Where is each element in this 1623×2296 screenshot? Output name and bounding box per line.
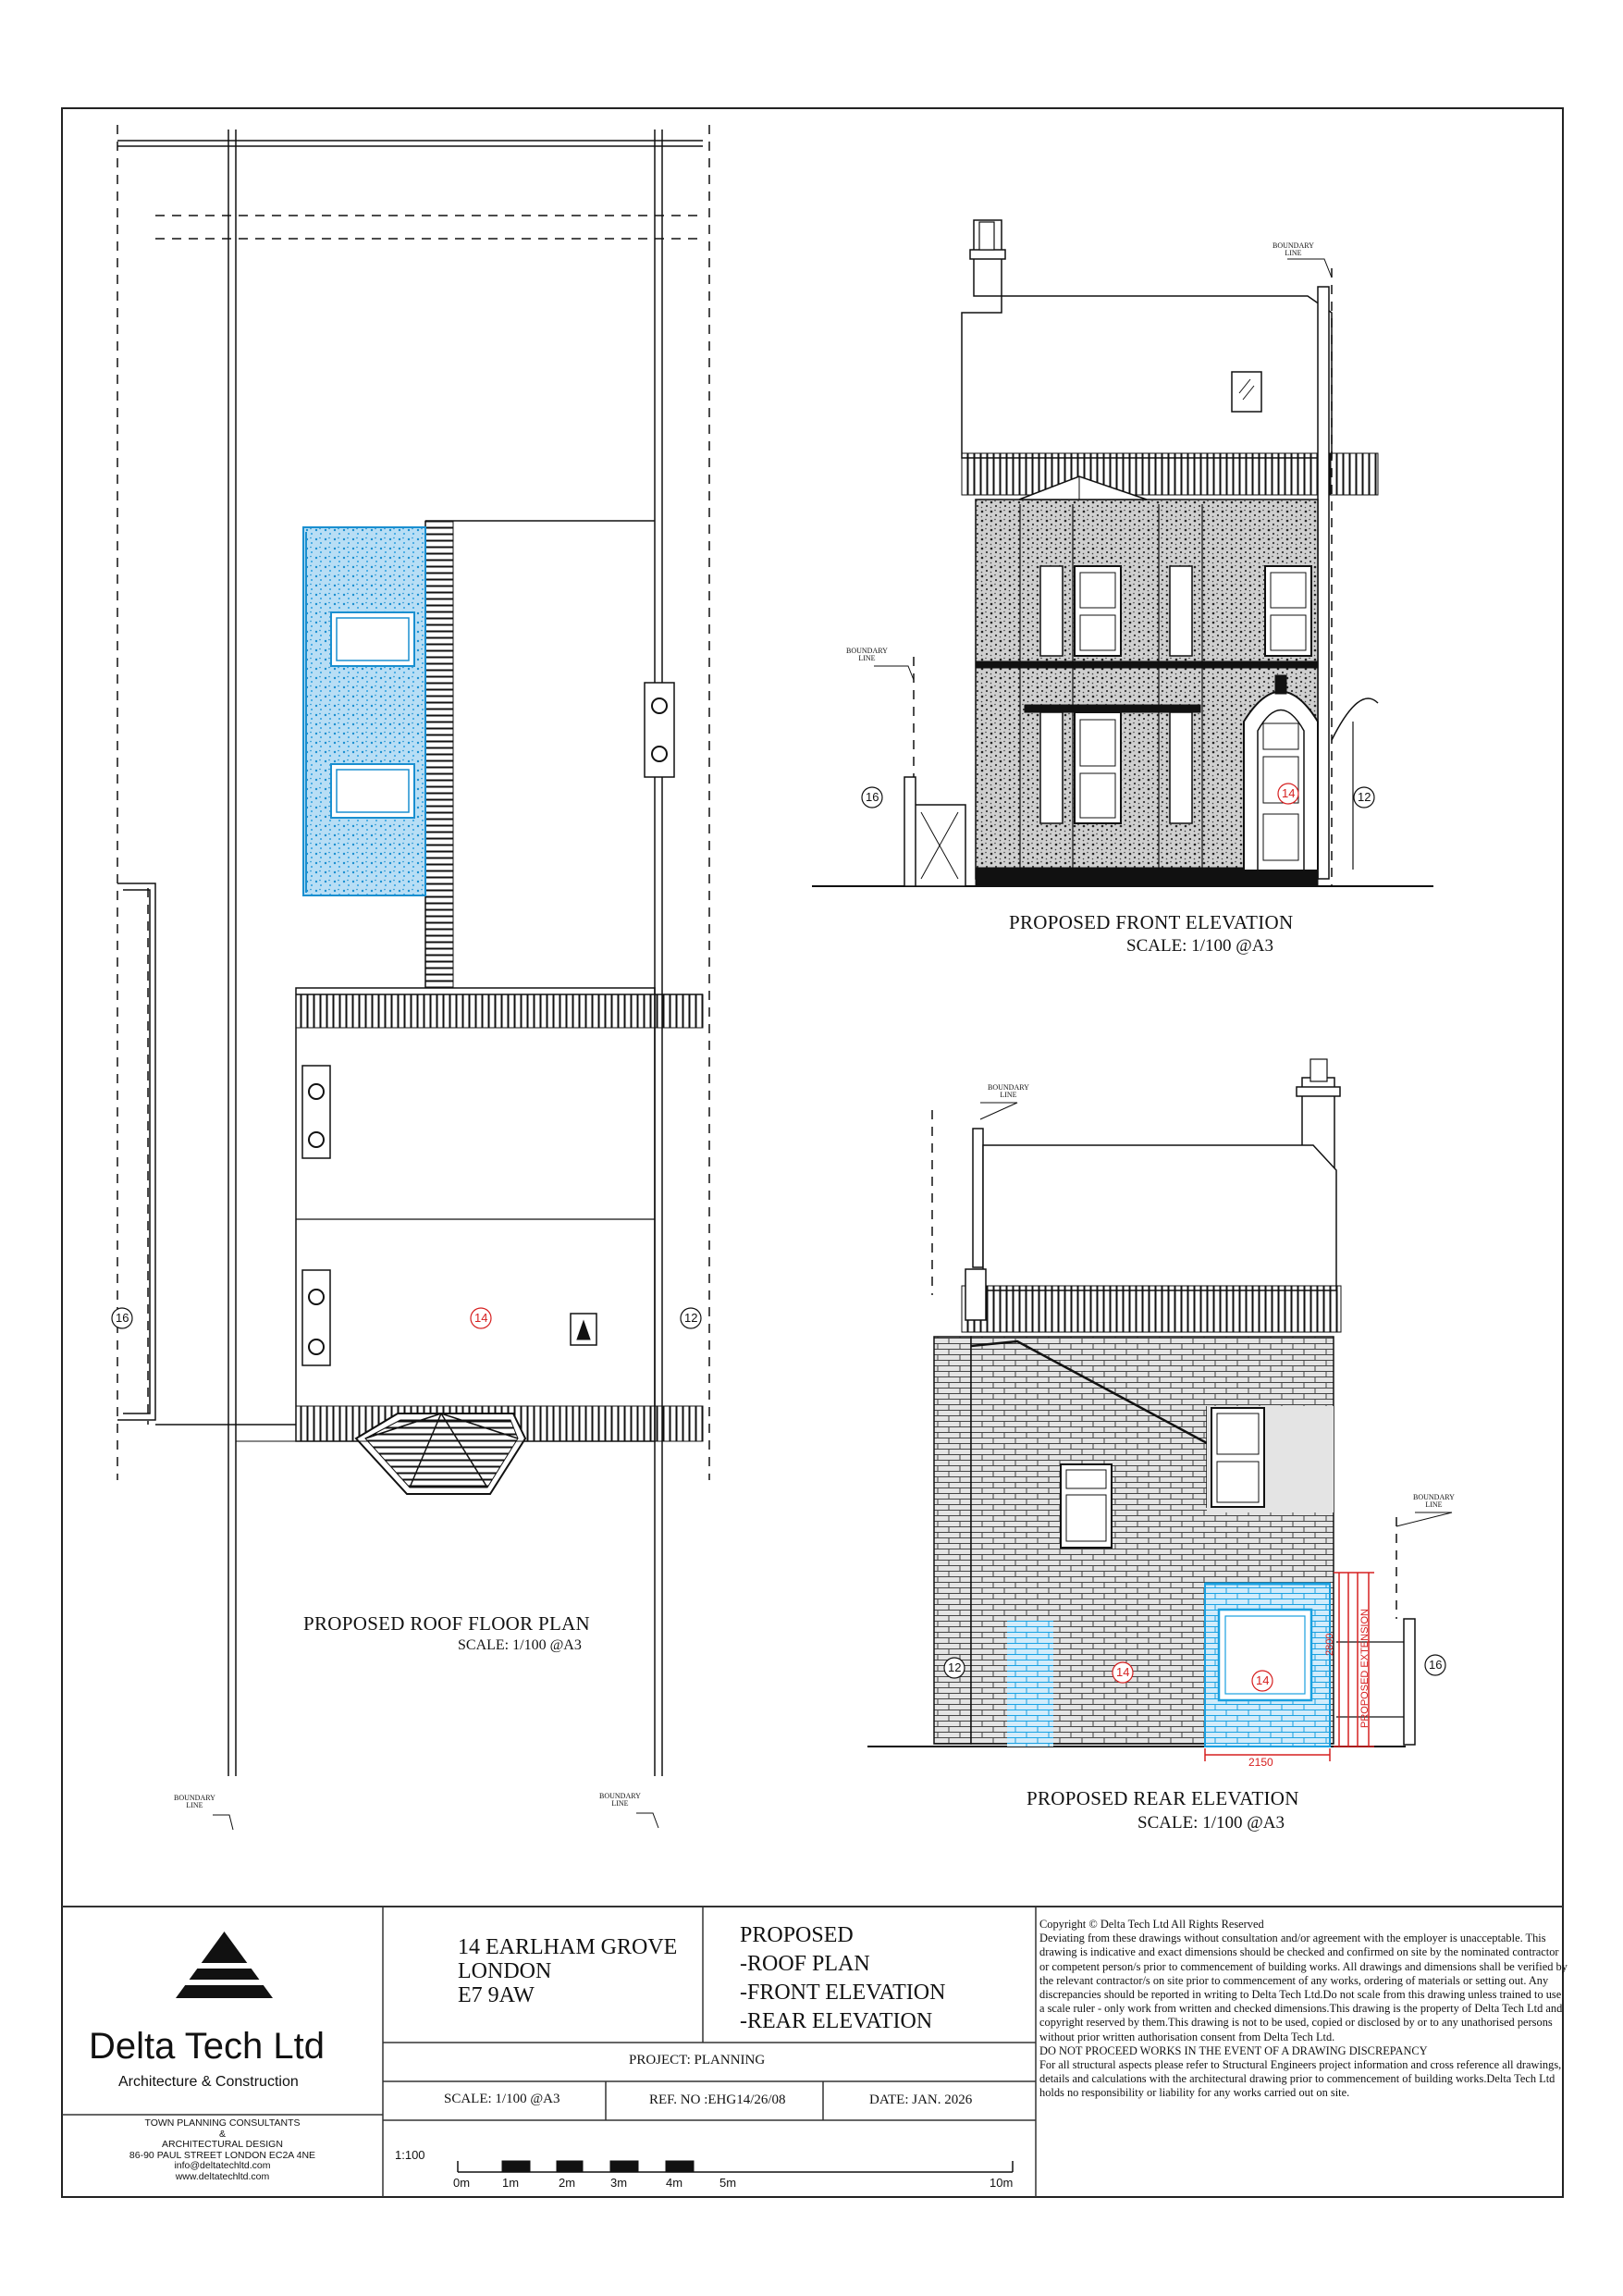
label-14-front: 14	[1282, 786, 1296, 800]
scalebar-tick-5: 5m	[719, 2176, 737, 2190]
site-address: 14 EARLHAM GROVE LONDON E7 9AW	[458, 1935, 678, 2007]
label-14-rear: 14	[1116, 1665, 1130, 1679]
label-16-rear: 16	[1429, 1658, 1443, 1672]
reference-number: REF. NO :EHG14/26/08	[649, 2092, 786, 2107]
firm-details: TOWN PLANNING CONSULTANTS & ARCHITECTURAL DESIGN 86-90 PAUL STREET LONDON EC2A 4NE info@deltatechltd.com www.deltatechltd.com	[129, 2117, 316, 2182]
label-12-front: 12	[1358, 790, 1371, 804]
delta-logo-icon	[166, 1932, 282, 1998]
sheet-scale: SCALE: 1/100 @A3	[444, 2092, 560, 2106]
front-elevation	[812, 220, 1433, 886]
front-elevation-scale: SCALE: 1/100 @A3	[1126, 936, 1273, 956]
drawing-date: DATE: JAN. 2026	[869, 2092, 973, 2107]
front-elevation-title: PROPOSED FRONT ELEVATION	[1009, 911, 1294, 933]
label-12-roofplan: 12	[684, 1311, 698, 1325]
roof-floor-plan	[117, 125, 709, 1776]
label-14-roofplan: 14	[474, 1311, 488, 1325]
boundary-label-roofplan-left: BOUNDARY LINE	[174, 1794, 215, 1809]
boundary-label-rear-right: BOUNDARY LINE	[1413, 1493, 1455, 1509]
boundary-marker-roofplan-left	[213, 1815, 233, 1830]
rear-elevation-title: PROPOSED REAR ELEVATION	[1027, 1787, 1299, 1809]
label-12-rear: 12	[948, 1660, 962, 1674]
boundary-marker-front-right	[1287, 259, 1332, 278]
company-name: Delta Tech Ltd	[89, 2026, 325, 2067]
boundary-marker-front-left	[874, 666, 914, 680]
boundary-label-front-right: BOUNDARY LINE	[1273, 241, 1314, 257]
scalebar-tick-0: 0m	[453, 2176, 471, 2190]
boundary-label-roofplan-right: BOUNDARY LINE	[599, 1792, 641, 1808]
rear-elevation-scale: SCALE: 1/100 @A3	[1137, 1813, 1285, 1833]
dim-height: 2800	[1324, 1633, 1335, 1656]
boundary-label-rear-top: BOUNDARY LINE	[988, 1083, 1029, 1099]
scalebar-tick-4: 4m	[666, 2176, 683, 2190]
label-14-rear-ext: 14	[1256, 1673, 1270, 1687]
scalebar-ratio: 1:100	[395, 2148, 425, 2162]
label-16-front: 16	[866, 790, 879, 804]
dim-label: PROPOSED EXTENSION	[1359, 1609, 1371, 1728]
project-stage: PROJECT: PLANNING	[629, 2053, 766, 2068]
boundary-marker-rear-right	[1396, 1512, 1452, 1526]
scalebar-tick-10: 10m	[990, 2176, 1014, 2190]
scalebar-tick-1: 1m	[502, 2176, 520, 2190]
copyright-notice: Copyright © Delta Tech Ltd All Rights Reserved Deviating from these drawings without consultation and/or agreement with the employer is unacceptable. This drawing is indicative and exact dimensions should be checked and confirmed on site by the nominated contractor or competent person/s prior to commencement of building works. All drawings and dimensions shall be verified by the relevant contractor/s on site prior to commencement of any works, ordering of materials or setting out. Any discrepancies should be reported in writing to Delta Tech Ltd.Do not scale from this drawing unless trained to use a scale ruler - only work from written and checked dimensions.This drawing is the property of Delta Tech Ltd and copyright reserved by them.This drawing is not to be used, copied or disclosed by or to any unathorised persons without prior written authorisation consent from Delta Tech Ltd. DO NOT PROCEED WORKS IN THE EVENT OF A DRAWING DISCREPANCY For all structural aspects please refer to Structural Engineers project information and cross reference all drawings, details and calculations with the architectural drawing prior to commencement of building works.Delta Tech Ltd holds no responsibility or liability for any works carried out on site.	[1039, 1918, 1568, 2100]
boundary-marker-roofplan-right	[636, 1813, 658, 1828]
scalebar-tick-2: 2m	[559, 2176, 576, 2190]
scalebar-tick-3: 3m	[610, 2176, 628, 2190]
drawing-contents: PROPOSED -ROOF PLAN -FRONT ELEVATION -REAR ELEVATION	[740, 1923, 946, 2033]
scale-bar	[458, 2161, 1013, 2172]
boundary-label-front-left: BOUNDARY LINE	[846, 647, 888, 662]
boundary-marker-rear-top	[980, 1103, 1017, 1119]
roof-plan-scale: SCALE: 1/100 @A3	[458, 1637, 582, 1653]
label-16-roofplan: 16	[116, 1311, 129, 1325]
rear-elevation	[867, 1059, 1415, 1761]
dim-width: 2150	[1248, 1756, 1273, 1769]
company-tagline: Architecture & Construction	[118, 2074, 299, 2090]
roof-plan-title: PROPOSED ROOF FLOOR PLAN	[303, 1612, 591, 1635]
